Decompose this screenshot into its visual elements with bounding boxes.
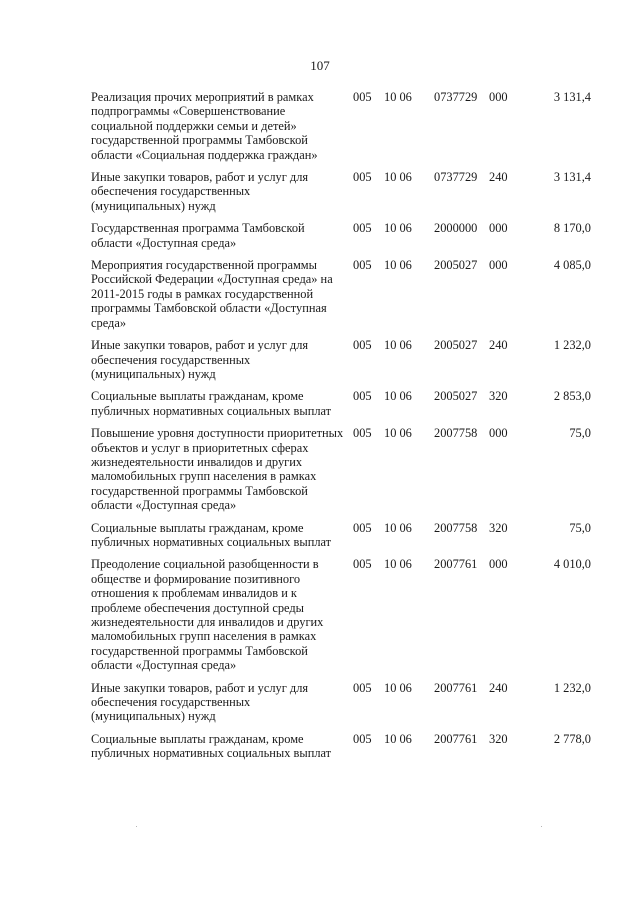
- section-code: 10 06: [384, 426, 412, 441]
- table-row: [91, 90, 591, 162]
- amount: 1 232,0: [553, 338, 591, 353]
- row-description: Иные закупки товаров, работ и услуг для обеспечения государственных (муниципальных) нужд: [91, 680, 309, 724]
- section-code: 10 06: [384, 520, 412, 535]
- ministry-code: 005: [353, 258, 372, 273]
- scan-speck: [541, 826, 542, 827]
- row-description: Иные закупки товаров, работ и услуг для обеспечения государственных (муниципальных) нужд: [91, 170, 309, 213]
- amount: 4 085,0: [553, 258, 591, 273]
- table-row: [91, 258, 591, 330]
- ministry-code: 005: [353, 731, 372, 746]
- target-code: 0737729: [434, 170, 478, 185]
- expense-type-code: 320: [489, 520, 508, 535]
- ministry-code: 005: [353, 389, 372, 404]
- table-row: [91, 389, 591, 418]
- row-description: Государственная программа Тамбовской области «Доступная среда»: [91, 221, 305, 250]
- table-row: [91, 221, 591, 250]
- amount: 75,0: [569, 520, 591, 535]
- section-code: 10 06: [384, 389, 412, 404]
- expense-type-code: 000: [489, 557, 508, 572]
- target-code: 2007761: [434, 731, 478, 746]
- ministry-code: 005: [353, 520, 372, 535]
- amount: 2 853,0: [553, 389, 591, 404]
- expense-type-code: 000: [489, 426, 508, 441]
- expense-type-code: 320: [489, 389, 508, 404]
- section-code: 10 06: [384, 258, 412, 273]
- amount: 1 232,0: [553, 680, 591, 695]
- amount: 3 131,4: [553, 90, 591, 104]
- section-code: 10 06: [384, 90, 412, 104]
- table-row: [91, 521, 591, 550]
- ministry-code: 005: [353, 557, 372, 572]
- target-code: 2005027: [434, 389, 478, 404]
- target-code: 2007758: [434, 426, 478, 441]
- target-code: 2000000: [434, 221, 478, 236]
- expense-type-code: 320: [489, 731, 508, 746]
- expense-type-code: 240: [489, 338, 508, 353]
- ministry-code: 005: [353, 90, 372, 104]
- amount: 2 778,0: [553, 731, 591, 746]
- ministry-code: 005: [353, 221, 372, 236]
- row-description: Реализация прочих мероприятий в рамках подпрограммы «Совершенствование социальной поддержки семьи и детей» государственной программы Тамбовской области «Социальная поддержка граждан»: [91, 90, 318, 162]
- table-row: [91, 426, 591, 512]
- row-description: Социальные выплаты гражданам, кроме публичных нормативных социальных выплат: [91, 731, 332, 761]
- target-code: 2007758: [434, 520, 478, 535]
- target-code: 0737729: [434, 90, 478, 104]
- section-code: 10 06: [384, 221, 412, 236]
- expense-type-code: 240: [489, 680, 508, 695]
- target-code: 2005027: [434, 258, 478, 273]
- section-code: 10 06: [384, 680, 412, 695]
- section-code: 10 06: [384, 170, 412, 185]
- table-row: [91, 557, 591, 672]
- row-description: Социальные выплаты гражданам, кроме публичных нормативных социальных выплат: [91, 520, 332, 549]
- target-code: 2007761: [434, 557, 478, 572]
- expense-type-code: 000: [489, 221, 508, 236]
- ministry-code: 005: [353, 170, 372, 185]
- ministry-code: 005: [353, 680, 372, 695]
- section-code: 10 06: [384, 338, 412, 353]
- section-code: 10 06: [384, 557, 412, 572]
- target-code: 2007761: [434, 680, 478, 695]
- row-description: Социальные выплаты гражданам, кроме публичных нормативных социальных выплат: [91, 389, 332, 418]
- amount: 3 131,4: [553, 170, 591, 185]
- row-description: Мероприятия государственной программы Российской Федерации «Доступная среда» на 2011-2015 годы в рамках государственной программы Тамбовской области «Доступная среда»: [91, 258, 333, 330]
- table-row: [91, 170, 591, 213]
- table-row: [91, 732, 591, 761]
- row-description: Иные закупки товаров, работ и услуг для обеспечения государственных (муниципальных) нужд: [91, 338, 309, 381]
- row-description: Повышение уровня доступности приоритетных объектов и услуг в приоритетных сферах жизнедеятельности инвалидов и других маломобильных групп населения в рамках государственной программы Тамбовской области «Доступная среда»: [91, 426, 344, 513]
- expense-type-code: 000: [489, 258, 508, 273]
- scan-speck: [136, 826, 137, 827]
- page-number: 107: [310, 58, 330, 73]
- section-code: 10 06: [384, 731, 412, 746]
- table-row: [91, 681, 591, 724]
- ministry-code: 005: [353, 338, 372, 353]
- row-description: Преодоление социальной разобщенности в обществе и формирование позитивного отношения к проблемам инвалидов и к проблеме обеспечения доступной среды жизнедеятельности для инвалидов и других маломобильных групп населения в рамках государственной программы Тамбовской области «Доступная среда»: [91, 557, 324, 673]
- expense-type-code: 240: [489, 170, 508, 185]
- table-row: [91, 338, 591, 381]
- amount: 75,0: [569, 426, 591, 441]
- target-code: 2005027: [434, 338, 478, 353]
- amount: 8 170,0: [553, 221, 591, 236]
- amount: 4 010,0: [553, 557, 591, 572]
- budget-table: [91, 90, 591, 769]
- expense-type-code: 000: [489, 90, 508, 104]
- ministry-code: 005: [353, 426, 372, 441]
